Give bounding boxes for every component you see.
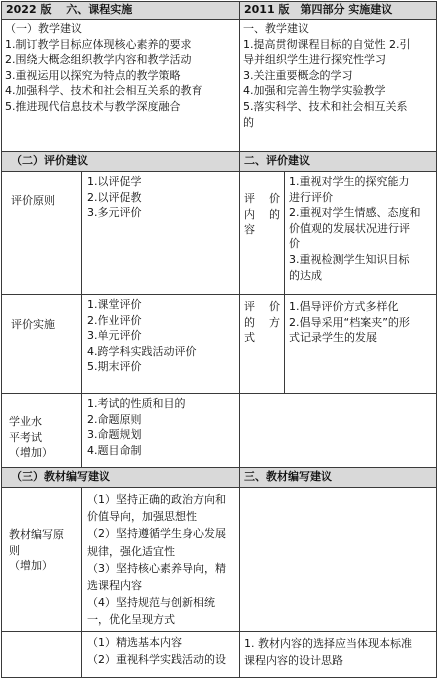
left-header-title: 2022 版 六、课程实施 bbox=[6, 3, 133, 16]
rule bbox=[1, 487, 437, 488]
list-item: 价值观的发展状况进行评 bbox=[289, 221, 410, 235]
rule bbox=[1, 467, 437, 468]
teaching-left-line: （一）教学建议 bbox=[5, 22, 82, 35]
label-line: 平考试 bbox=[9, 430, 42, 444]
evaluation-method-label bbox=[244, 299, 280, 346]
list-item: 2.以评促教 bbox=[87, 190, 142, 204]
teaching-left-line: 1.制订教学目标应体现核心素养的要求 bbox=[5, 37, 192, 51]
textbook-principle-label bbox=[9, 527, 81, 574]
teaching-right-line: 4.加强和完善生物学实验教学 bbox=[243, 84, 386, 98]
list-item: 2.倡导采用“档案夹”的形 bbox=[289, 315, 410, 329]
list-item: 1.倡导评价方式多样化 bbox=[289, 300, 399, 313]
list-item: 1.重视对学生的探究能力 bbox=[289, 175, 410, 188]
list-item: 2.重视对学生情感、态度和 bbox=[289, 206, 421, 220]
textbook-content-right bbox=[244, 635, 436, 669]
label-line: 则 bbox=[9, 543, 20, 557]
list-item: （3）坚持核心素养导向，精 bbox=[87, 561, 226, 575]
rule bbox=[1, 171, 437, 172]
right-header-title: 2011 版 第四部分 实施建议 bbox=[244, 3, 393, 16]
list-item: 3.单元评价 bbox=[87, 329, 142, 343]
label-line: 容 bbox=[244, 223, 255, 237]
rule bbox=[284, 171, 285, 393]
teaching-right-line: 3.关注重要概念的学习 bbox=[243, 68, 353, 82]
label-line: 评 价 bbox=[244, 300, 280, 313]
rule bbox=[239, 1, 240, 678]
teaching-right-line: 的 bbox=[243, 115, 254, 129]
list-item: 式记录学生的发展 bbox=[289, 331, 377, 345]
label-line: （增加） bbox=[9, 446, 53, 460]
label-line: 内 的 bbox=[244, 207, 280, 221]
label-line: 评 价 bbox=[244, 192, 280, 205]
list-item: 1.课堂评价 bbox=[87, 298, 142, 311]
evaluation-right-heading: 二、评价建议 bbox=[244, 154, 310, 167]
textbook-content-list bbox=[87, 634, 239, 668]
list-item: 3.重视检测学生知识目标 bbox=[289, 252, 410, 266]
label-line: （增加） bbox=[9, 559, 53, 573]
teaching-left-line: 2.围绕大概念组织教学内容和教学活动 bbox=[5, 53, 192, 67]
comparison-table bbox=[1, 1, 437, 678]
rule bbox=[1, 19, 437, 20]
list-item: 2.命题原则 bbox=[87, 412, 142, 426]
textbook-right-heading: 三、教材编写建议 bbox=[244, 470, 332, 483]
evaluation-left-heading: （二）评价建议 bbox=[11, 154, 88, 167]
list-item: 价值导向，加强思想性 bbox=[87, 510, 197, 524]
evaluation-content-list bbox=[289, 174, 435, 283]
list-item: （2）重视科学实践活动的设 bbox=[87, 653, 226, 667]
teaching-right-line: 5.落实科学、技术和社会相互关系 bbox=[243, 99, 408, 113]
label-line: 教材编写原 bbox=[9, 528, 64, 541]
teaching-left-line: 3.重视运用以探究为特点的教学策略 bbox=[5, 68, 181, 82]
list-item: 进行评价 bbox=[289, 190, 333, 204]
textbook-principle-list bbox=[87, 491, 239, 629]
teaching-right-line: 导并组织学生进行探究性学习 bbox=[243, 53, 386, 67]
list-item: （4）坚持规范与创新相统 bbox=[87, 596, 215, 610]
textbook-left-heading: （三）教材编写建议 bbox=[11, 470, 110, 483]
list-item: （1）坚持正确的政治方向和 bbox=[87, 493, 226, 506]
label-line: 式 bbox=[244, 331, 255, 345]
rule bbox=[1, 631, 437, 632]
list-item: 规律，强化适宜性 bbox=[87, 544, 175, 558]
list-item: （1）精选基本内容 bbox=[87, 636, 182, 649]
list-item: 1. 教材内容的选择应当体现本标准 bbox=[244, 637, 412, 650]
list-item: 4.跨学科实践活动评价 bbox=[87, 344, 197, 358]
exam-label bbox=[9, 414, 79, 461]
rule bbox=[1, 1, 2, 678]
evaluation-principle-list bbox=[87, 174, 237, 221]
label-line: 的 方 bbox=[244, 315, 280, 329]
exam-list bbox=[87, 396, 237, 458]
evaluation-method-list bbox=[289, 299, 435, 346]
teaching-left-line: 4.加强科学、技术和社会相互关系的教育 bbox=[5, 84, 203, 98]
list-item: 1.考试的性质和目的 bbox=[87, 397, 186, 410]
teaching-right-line: 一、教学建议 bbox=[243, 22, 309, 35]
rule bbox=[81, 487, 82, 678]
teaching-right-text bbox=[243, 21, 435, 130]
label-line: 学业水 bbox=[9, 415, 42, 428]
list-item: 3.命题规划 bbox=[87, 428, 142, 442]
evaluation-implementation-label: 评价实施 bbox=[11, 318, 55, 331]
evaluation-principle-label: 评价原则 bbox=[11, 194, 55, 207]
rule bbox=[1, 151, 437, 152]
list-item: 课程内容的设计思路 bbox=[244, 654, 343, 667]
teaching-left-line: 5.推进现代信息技术与教学深度融合 bbox=[5, 99, 181, 113]
list-item: 的达成 bbox=[289, 268, 322, 282]
rule bbox=[1, 294, 437, 295]
list-item: 一，优化呈现方式 bbox=[87, 613, 175, 627]
evaluation-implementation-list bbox=[87, 297, 237, 375]
list-item: 价 bbox=[289, 237, 300, 251]
rule bbox=[1, 393, 437, 394]
list-item: 选课程内容 bbox=[87, 579, 142, 593]
evaluation-content-label bbox=[244, 191, 280, 238]
list-item: （2）坚持遵循学生身心发展 bbox=[87, 527, 226, 541]
teaching-right-line: 1.提高贯彻课程目标的自觉性 2.引 bbox=[243, 37, 411, 51]
list-item: 5.期末评价 bbox=[87, 360, 142, 374]
list-item: 2.作业评价 bbox=[87, 313, 142, 327]
rule bbox=[436, 1, 437, 678]
rule bbox=[81, 171, 82, 467]
teaching-left-text bbox=[5, 21, 237, 115]
rule bbox=[1, 677, 437, 678]
list-item: 3.多元评价 bbox=[87, 206, 142, 220]
list-item: 4.题目命制 bbox=[87, 443, 142, 457]
list-item: 1.以评促学 bbox=[87, 175, 142, 188]
